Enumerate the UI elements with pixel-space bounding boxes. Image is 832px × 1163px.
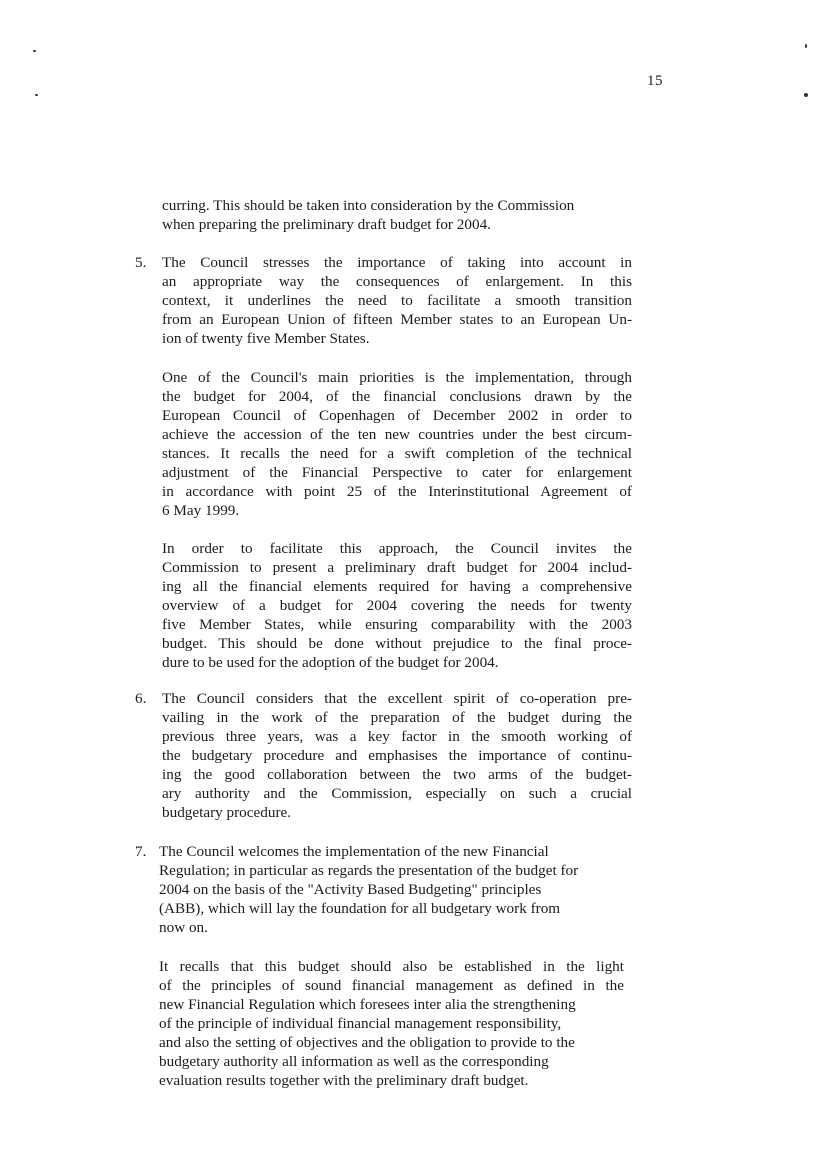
paragraph: [159, 842, 629, 937]
text-line: Regulation; in particular as regards the presentation of the budget for: [159, 862, 579, 879]
text-line: an appropriate way the consequences of enlargement. In this: [162, 273, 632, 290]
text-line: (ABB), which will lay the foundation for all budgetary work from: [159, 900, 561, 917]
text-line: now on.: [159, 919, 208, 936]
text-line: ary authority and the Commission, especially on such a crucial: [162, 785, 632, 802]
text-line: previous three years, was a key factor in the smooth working of: [162, 728, 632, 745]
paragraph: [162, 196, 632, 234]
text-line: of the principle of individual financial management responsibility,: [159, 1015, 562, 1032]
scan-speck: [35, 94, 38, 96]
paragraph: [162, 539, 632, 672]
paragraph: [159, 957, 624, 1090]
text-line: from an European Union of fifteen Member states to an European Un-: [162, 311, 632, 328]
text-line: curring. This should be taken into consideration by the Commission: [162, 197, 575, 214]
text-line: One of the Council's main priorities is the implementation, through: [162, 369, 632, 386]
text-line: vailing in the work of the preparation of the budget during the: [162, 709, 632, 726]
scan-speck: [33, 50, 36, 52]
text-line: the budgetary procedure and emphasises the importance of continu-: [162, 747, 632, 764]
paragraph: [162, 253, 632, 348]
text-line: new Financial Regulation which foresees inter alia the strengthening: [159, 996, 576, 1013]
scan-speck: [805, 44, 807, 48]
text-line: Commission to present a preliminary draft budget for 2004 includ-: [162, 559, 632, 576]
page-number: 15: [647, 73, 663, 89]
text-line: The Council stresses the importance of taking into account in: [162, 254, 632, 271]
text-line: stances. It recalls the need for a swift completion of the technical: [162, 445, 632, 462]
text-line: overview of a budget for 2004 covering the needs for twenty: [162, 597, 632, 614]
text-line: It recalls that this budget should also be established in the light: [159, 958, 624, 975]
item-number: 6.: [135, 690, 147, 707]
text-line: ing all the financial elements required for having a comprehensive: [162, 578, 632, 595]
item-number: 5.: [135, 254, 147, 271]
text-line: of the principles of sound financial management as defined in the: [159, 977, 624, 994]
text-line: in accordance with point 25 of the Interinstitutional Agreement of: [162, 483, 632, 500]
text-line: the budget for 2004, of the financial conclusions drawn by the: [162, 388, 632, 405]
text-line: In order to facilitate this approach, the Council invites the: [162, 540, 632, 557]
text-line: budgetary procedure.: [162, 804, 292, 821]
text-line: The Council considers that the excellent spirit of co-operation pre-: [162, 690, 632, 707]
text-line: adjustment of the Financial Perspective to cater for enlargement: [162, 464, 632, 481]
text-line: evaluation results together with the preliminary draft budget.: [159, 1072, 529, 1089]
text-line: budgetary authority all information as well as the corresponding: [159, 1053, 549, 1070]
paragraph: [162, 368, 632, 520]
text-line: achieve the accession of the ten new countries under the best circum-: [162, 426, 632, 443]
text-line: 2004 on the basis of the "Activity Based Budgeting" principles: [159, 881, 542, 898]
text-line: European Council of Copenhagen of December 2002 in order to: [162, 407, 632, 424]
text-line: budget. This should be done without prejudice to the final proce-: [162, 635, 632, 652]
text-line: The Council welcomes the implementation of the new Financial: [159, 843, 549, 860]
text-line: ion of twenty five Member States.: [162, 330, 370, 347]
item-number: 7.: [135, 843, 147, 860]
text-line: ing the good collaboration between the two arms of the budget-: [162, 766, 632, 783]
text-line: dure to be used for the adoption of the budget for 2004.: [162, 654, 499, 671]
text-line: and also the setting of objectives and the obligation to provide to the: [159, 1034, 575, 1051]
text-line: 6 May 1999.: [162, 502, 240, 519]
text-line: when preparing the preliminary draft budget for 2004.: [162, 216, 491, 233]
text-line: five Member States, while ensuring comparability with the 2003: [162, 616, 632, 633]
text-line: context, it underlines the need to facilitate a smooth transition: [162, 292, 632, 309]
paragraph: [162, 689, 632, 822]
scan-speck: [804, 93, 808, 97]
